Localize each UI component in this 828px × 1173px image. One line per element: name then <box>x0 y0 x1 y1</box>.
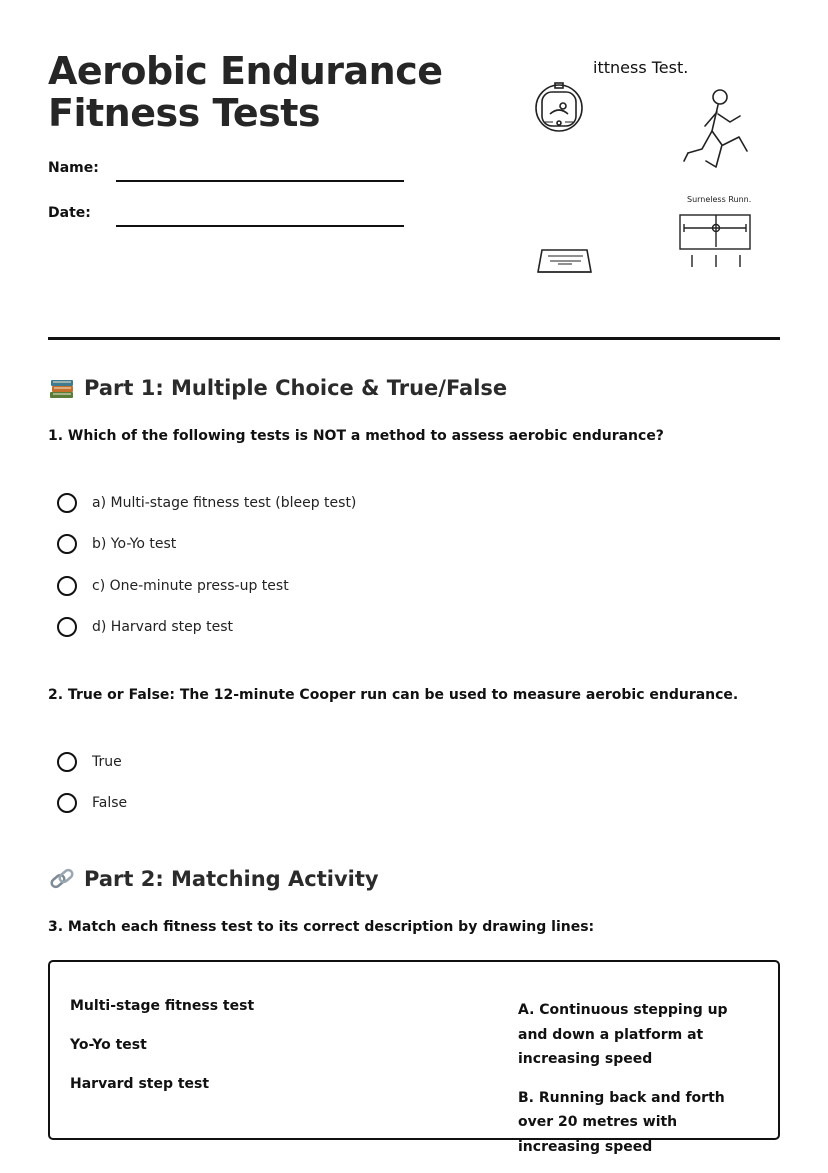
q1-option-c[interactable] <box>57 573 289 599</box>
radio-button[interactable] <box>57 793 77 813</box>
question-1: 1. Which of the following tests is NOT a method to assess aerobic endurance? <box>48 428 664 444</box>
radio-button[interactable] <box>57 576 77 596</box>
matching-box <box>48 960 780 1155</box>
link-icon <box>48 866 76 892</box>
section-divider <box>48 337 780 340</box>
stopwatch-icon <box>536 83 582 131</box>
step-platform-icon <box>538 250 591 272</box>
part2-heading-text: Part 2: Matching Activity <box>84 867 379 891</box>
q2-option-false[interactable] <box>57 790 127 816</box>
question-2: 2. True or False: The 12-minute Cooper run can be used to measure aerobic endurance. <box>48 687 739 703</box>
option-label: False <box>92 795 128 811</box>
matching-description[interactable]: A. Continuous stepping up and down a platform at increasing speed <box>518 1002 728 1067</box>
title-line-1: Aerobic Endurance <box>48 49 443 93</box>
option-label: a) Multi-stage fitness test (bleep test) <box>92 495 357 511</box>
page-title <box>48 50 508 134</box>
option-label: d) Harvard step test <box>92 619 233 635</box>
option-label: True <box>92 754 122 770</box>
part2-heading <box>48 866 379 892</box>
runner-icon <box>684 90 747 167</box>
matching-term[interactable]: Yo-Yo test <box>70 1037 147 1053</box>
illustration-caption: ittness Test. <box>593 58 689 77</box>
option-label: c) One-minute press-up test <box>92 578 289 594</box>
date-field[interactable] <box>116 225 404 227</box>
running-track-icon <box>680 215 750 267</box>
matching-descriptions <box>518 998 758 1173</box>
radio-button[interactable] <box>57 617 77 637</box>
matching-term[interactable]: Multi-stage fitness test <box>70 998 255 1014</box>
part1-heading-text: Part 1: Multiple Choice & True/False <box>84 376 508 400</box>
question-3: 3. Match each fitness test to its correct description by drawing lines: <box>48 919 595 935</box>
matching-terms <box>70 998 370 1115</box>
books-icon <box>48 375 76 401</box>
date-label: Date: <box>48 205 91 221</box>
radio-button[interactable] <box>57 493 77 513</box>
name-label: Name: <box>48 160 99 176</box>
part1-heading <box>48 375 507 401</box>
name-field[interactable] <box>116 180 404 182</box>
matching-term[interactable]: Harvard step test <box>70 1076 210 1092</box>
illustration-small-caption: Surneless Runn. <box>687 195 752 204</box>
q1-option-d[interactable] <box>57 614 233 640</box>
matching-description[interactable]: B. Running back and forth over 20 metres with increasing speed <box>518 1089 725 1155</box>
title-line-2: Fitness Tests <box>48 91 320 135</box>
radio-button[interactable] <box>57 752 77 772</box>
q2-option-true[interactable] <box>57 749 122 775</box>
fitness-illustration <box>520 50 800 290</box>
q1-option-b[interactable] <box>57 531 176 557</box>
option-label: b) Yo-Yo test <box>92 536 177 552</box>
q1-option-a[interactable] <box>57 490 356 516</box>
radio-button[interactable] <box>57 534 77 554</box>
